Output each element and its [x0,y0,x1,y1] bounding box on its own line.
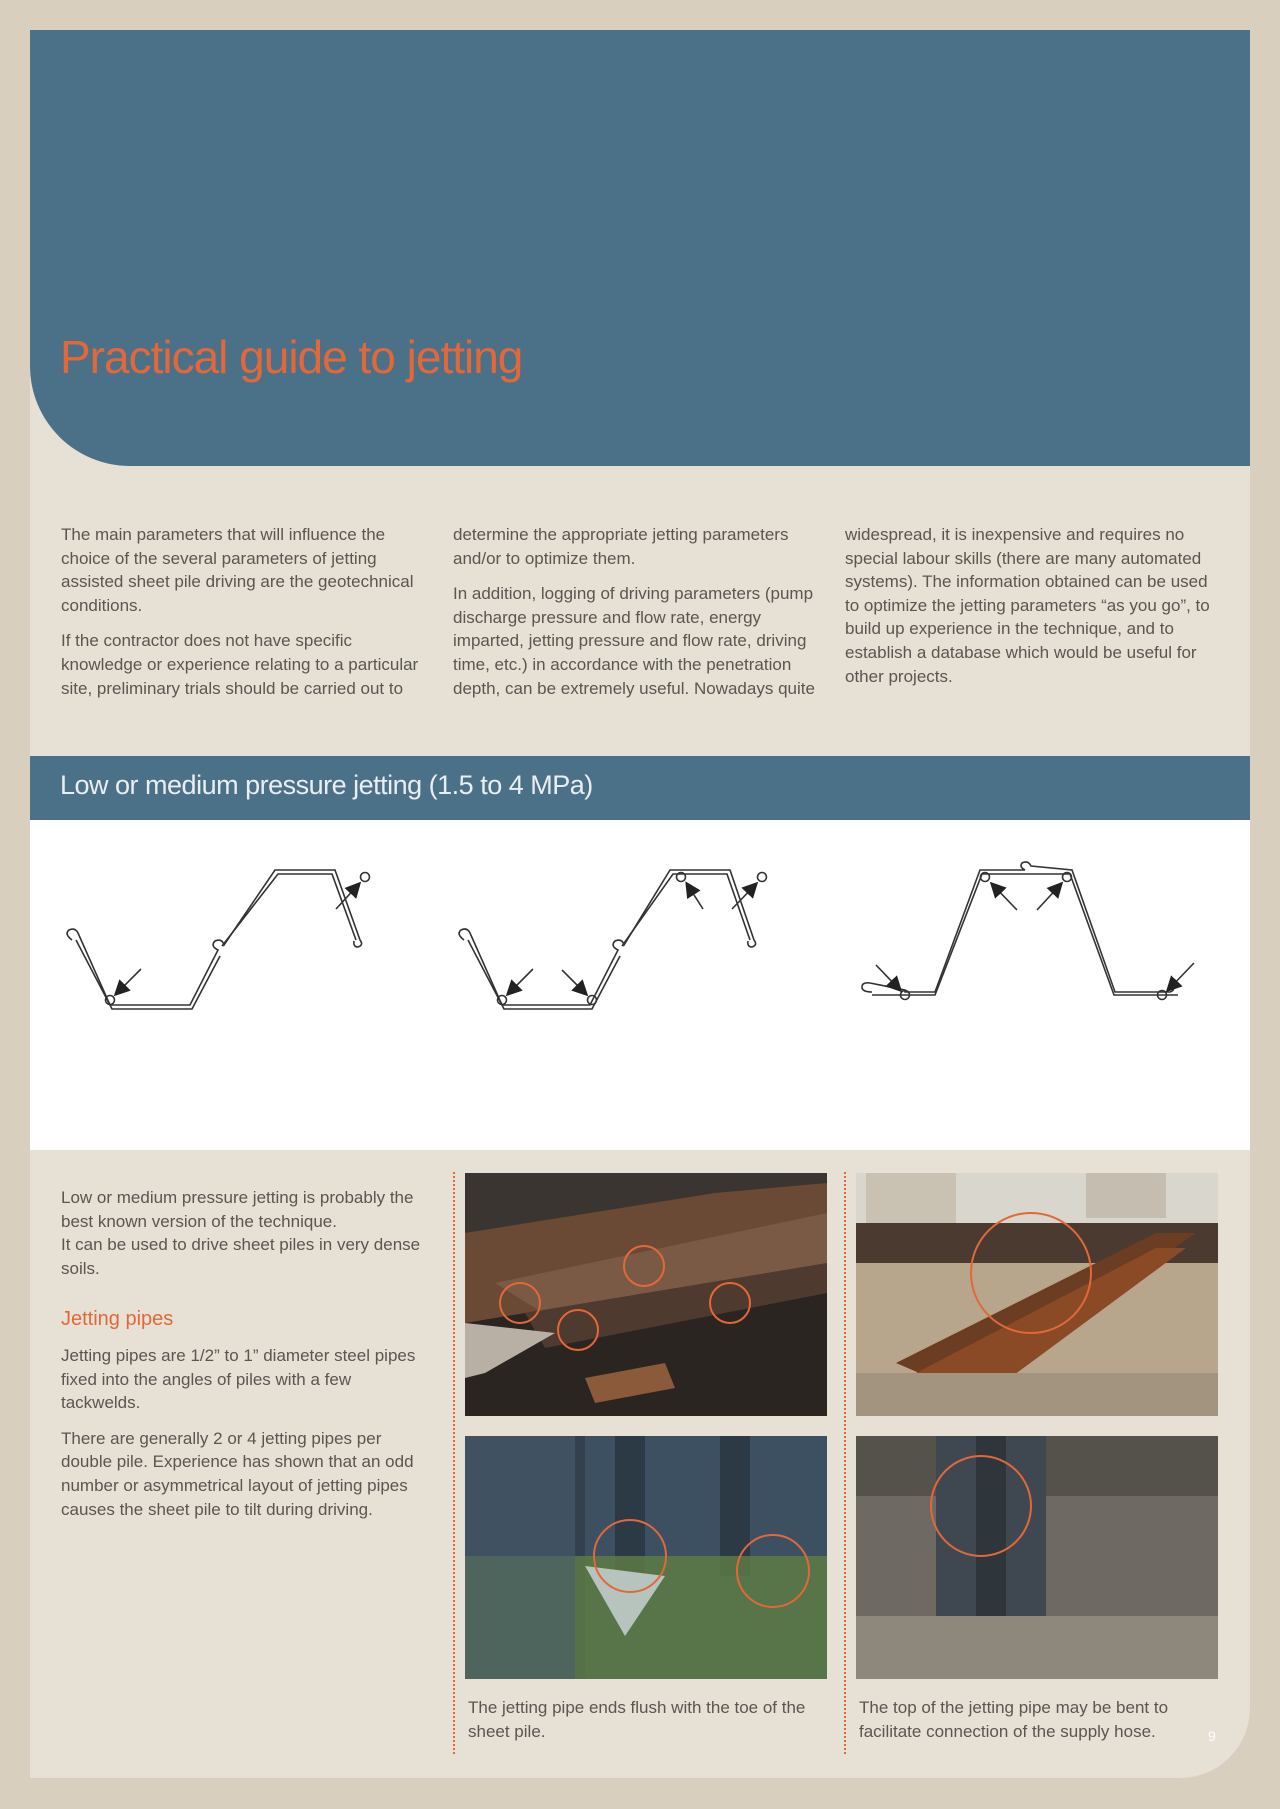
section-title: Low or medium pressure jetting (1.5 to 4 MPa) [60,770,593,800]
intro-column-1 [61,523,426,712]
subheading-jetting-pipes: Jetting pipes [61,1308,174,1331]
body-paragraph: There are generally 2 or 4 jetting pipes per double pile. Experience has shown that an odd number or asymmetrical layout of jetting pipes causes the sheet pile to tilt during driving. [61,1428,414,1519]
photo-pipe-top [856,1436,1218,1679]
caption-left: The jetting pipe ends flush with the toe of the sheet pile. [468,1698,806,1741]
dotted-divider [453,1172,455,1754]
body-sentence: Low or medium pressure jetting is probably the best known version of the technique. [61,1188,414,1231]
jetting-pipe-marker [361,873,370,882]
photo-sheet-piles-ground [465,1173,827,1416]
intro-column-2 [453,523,823,712]
jetting-pipe-marker [758,873,767,882]
page-number: 9 [1208,1728,1216,1744]
pile-profile-3 [862,862,1194,1000]
intro-column-3 [845,523,1220,700]
section-band [30,756,1250,820]
body-text [61,1186,421,1533]
intro-paragraph: In addition, logging of driving parameters (pump discharge pressure and flow rate, energy imparted, jetting pressure and flow rate, driving time, etc.) in accordance with the penetration depth, can be extremely useful. Nowadays quite [453,584,815,698]
body-paragraph [61,1186,421,1280]
intro-paragraph: The main parameters that will influence the choice of the several parameters of jetting assisted sheet pile driving are the geotechnical conditions. [61,525,414,615]
sheet-pile-diagrams [30,820,1250,1150]
intro-paragraph: If the contractor does not have specific knowledge or experience relating to a particular site, preliminary trials should be carried out to [61,631,419,698]
photo-pipe-toe [465,1436,827,1679]
page-title: Practical guide to jetting [60,331,523,383]
intro-paragraph: determine the appropriate jetting parameters and/or to optimize them. [453,525,789,568]
pile-profiles-svg [30,820,1250,1150]
body-sentence: It can be used to drive sheet piles in very dense soils. [61,1235,421,1278]
pile-profile-2 [459,870,766,1009]
pile-profile-1 [67,870,369,1009]
intro-section [30,466,1250,754]
page [30,30,1250,1778]
dotted-divider [844,1172,846,1754]
caption-right: The top of the jetting pipe may be bent to facilitate connection of the supply hose. [859,1698,1169,1741]
body-paragraph: Jetting pipes are 1/2” to 1” diameter steel pipes fixed into the angles of piles with a few tackwelds. [61,1345,416,1413]
hero-banner [30,30,1250,466]
photo-piles-excavation [856,1173,1218,1416]
intro-paragraph: widespread, it is inexpensive and requires no special labour skills (there are many automated systems). The information obtained can be used to optimize the jetting parameters “as you go”, to build up experience in the technique, and to establish a database which would be useful for other projects. [845,525,1210,686]
